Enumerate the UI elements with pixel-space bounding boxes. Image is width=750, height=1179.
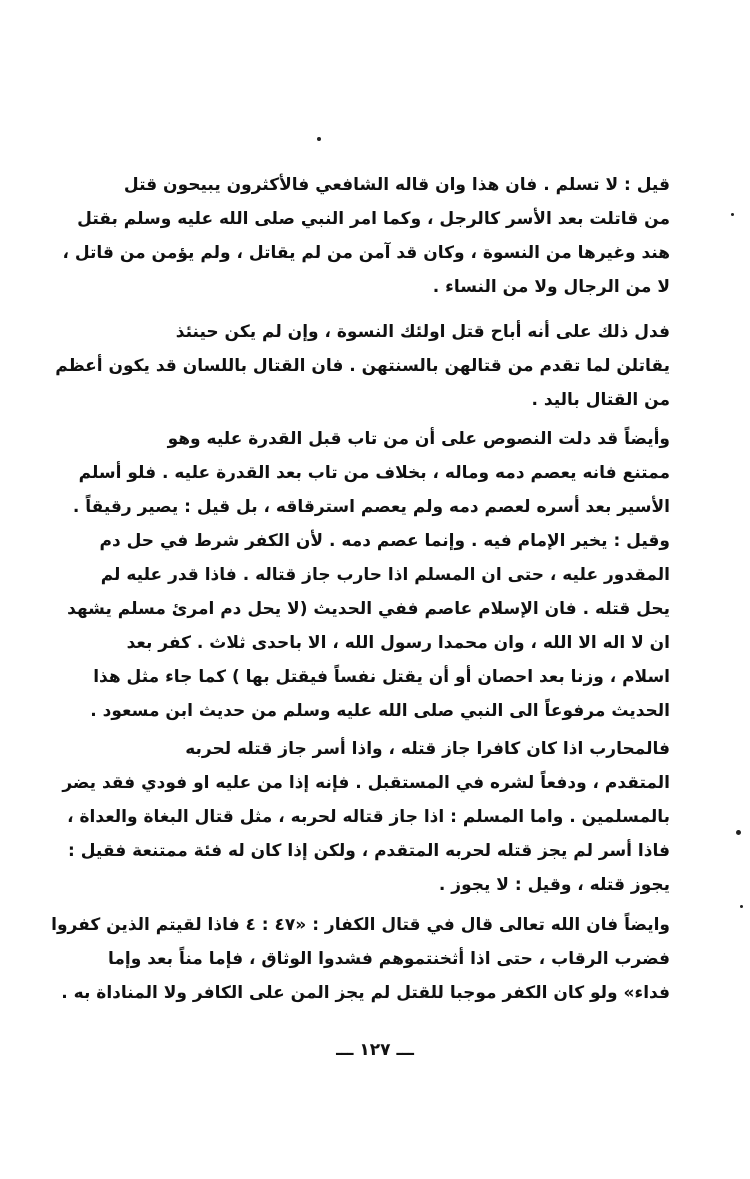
text-line: ممتنع فانه يعصم دمه وماله ، بخلاف من تاب بعد القدرة عليه . فلو أسلم <box>78 463 670 483</box>
text-line: من القتال باليد . <box>531 390 670 410</box>
scan-speck <box>731 213 734 216</box>
text-line: من قاتلت بعد الأسر كالرجل ، وكما امر النبي صلى الله عليه وسلم بقتل <box>77 209 670 229</box>
paragraph-4 <box>62 732 670 902</box>
text-line: وأيضاً قد دلت النصوص على أن من تاب قبل القدرة عليه وهو <box>167 429 670 449</box>
scan-speck <box>317 137 321 141</box>
text-line: يجوز قتله ، وقيل : لا يجوز . <box>438 875 670 895</box>
text-line: هند وغيرها من النسوة ، وكان قد آمن من لم يقاتل ، ولم يؤمن من قاتل ، <box>62 243 670 263</box>
text-line: فاذا أسر لم يجز قتله لحربه المتقدم ، ولكن إذا كان له فئة ممتنعة فقيل : <box>68 841 670 861</box>
paragraph-2 <box>55 315 670 417</box>
text-line: فدل ذلك على أنه أباح قتل اولئك النسوة ، وإن لم يكن حينئذ <box>175 322 670 342</box>
text-line: يقاتلن لما تقدم من قتالهن بالسنتهن . فان القتال باللسان قد يكون أعظم <box>55 356 670 376</box>
text-line: المتقدم ، ودفعاً لشره في المستقبل . فإنه إذا من عليه او فودي فقد يضر <box>62 773 670 793</box>
text-line: فالمحارب اذا كان كافرا جاز قتله ، واذا أسر جاز قتله لحربه <box>185 739 670 759</box>
scan-speck <box>740 905 743 908</box>
paragraph-1 <box>62 168 670 304</box>
scan-speck <box>736 830 741 835</box>
text-line: الأسير بعد أسره لعصم دمه ولم يعصم استرقاقه ، بل قيل : يصير رقيقاً . <box>72 497 670 517</box>
paragraph-3 <box>67 422 670 728</box>
text-line: فضرب الرقاب ، حتى اذا أثخنتموهم فشدوا الوثاق ، فإما مناً بعد وإما <box>108 949 670 969</box>
text-line: يحل قتله . فان الإسلام عاصم ففي الحديث (لا يحل دم امرئ مسلم يشهد <box>67 599 670 619</box>
text-line: ان لا اله الا الله ، وان محمدا رسول الله ، الا باحدى ثلاث . كفر بعد <box>126 633 670 653</box>
text-line: وايضاً فان الله تعالى قال في قتال الكفار : «٤٧ : ٤ فاذا لقيتم الذين كفروا <box>51 915 670 935</box>
text-line: بالمسلمين . واما المسلم : اذا جاز قتاله لحربه ، مثل قتال البغاة والعداة ، <box>67 807 670 827</box>
text-line: المقدور عليه ، حتى ان المسلم اذا حارب جاز قتاله . فاذا قدر عليه لم <box>100 565 670 585</box>
text-line: قيل : لا تسلم . فان هذا وان قاله الشافعي فالأكثرون يبيحون قتل <box>123 175 670 195</box>
text-line: فداء» ولو كان الكفر موجبا للقتل لم يجز المن على الكافر ولا المناداة به . <box>61 983 670 1003</box>
text-line: وقيل : يخير الإمام فيه . وإنما عصم دمه . لأن الكفر شرط في حل دم <box>99 531 670 551</box>
paragraph-5 <box>51 908 670 1010</box>
text-line: اسلام ، وزنا بعد احصان أو أن يقتل نفساً فيقتل بها ) كما جاء مثل هذا <box>93 667 670 687</box>
page-number: ـــ ١٢٧ ـــ <box>336 1040 414 1060</box>
text-line: لا من الرجال ولا من النساء . <box>432 277 670 297</box>
text-line: الحديث مرفوعاً الى النبي صلى الله عليه وسلم من حديث ابن مسعود . <box>90 701 670 721</box>
